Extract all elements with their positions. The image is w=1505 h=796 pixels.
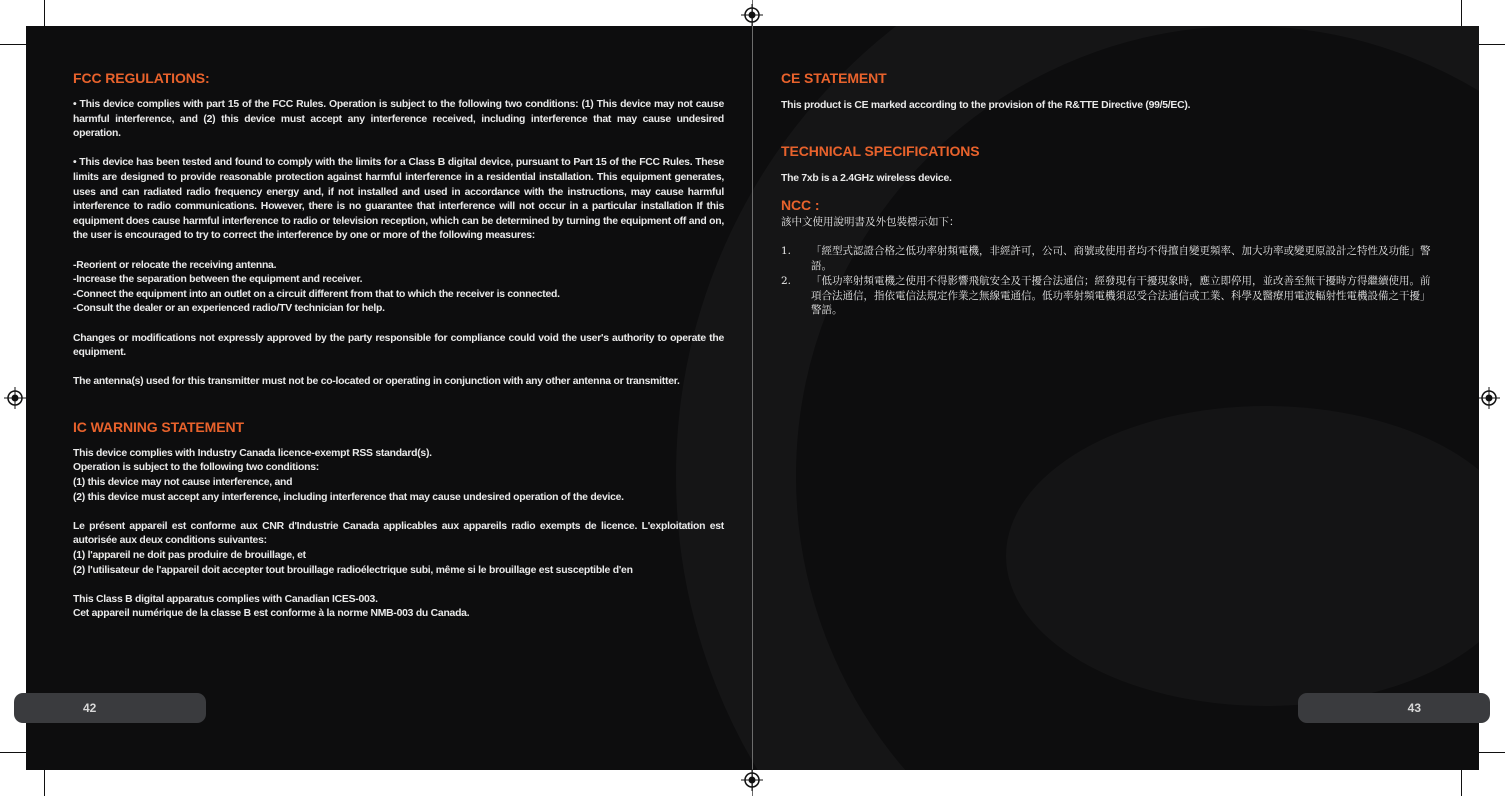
registration-mark-icon bbox=[741, 769, 763, 791]
ncc-intro: 該中文使用說明書及外包裝標示如下： bbox=[781, 216, 960, 229]
fcc-heading: FCC REGULATIONS: bbox=[73, 70, 210, 86]
ncc-item-text: 「低功率射頻電機之使用不得影響飛航安全及干擾合法通信；經發現有干擾現象時，應立即停用，並改善至無干擾時方得繼續使用。前項合法通信，指依電信法規定作業之無線電通信。低功率射頻電機須忍受合法通信或工業、科學及醫療用電波輻射性電機設備之干擾」警語。 bbox=[811, 274, 1431, 317]
ce-text: This product is CE marked according to the provision of the R&TTE Directive (99/5/EC). bbox=[781, 100, 1191, 111]
crop-mark bbox=[1461, 770, 1462, 796]
right-page-content bbox=[781, 70, 1435, 318]
ic-french-line: (2) l'utilisateur de l'appareil doit accepter tout brouillage radioélectrique subi, même si le brouillage est susceptible d'en bbox=[73, 564, 633, 576]
ncc-item-number: 2. bbox=[781, 274, 792, 287]
ncc-item-text: 「經型式認證合格之低功率射頻電機，非經許可，公司、商號或使用者均不得擅自變更頻率、加大功率或變更原設計之特性及功能」警語。 bbox=[811, 245, 1431, 272]
ic-line: (2) this device must accept any interference, including interference that may cause undesired operation of the device. bbox=[73, 491, 624, 503]
ic-french-line: (1) l'appareil ne doit pas produire de brouillage, et bbox=[73, 550, 306, 562]
ic-line: This device complies with Industry Canada licence-exempt RSS standard(s). bbox=[73, 447, 432, 459]
tech-specs-heading: TECHNICAL SPECIFICATIONS bbox=[781, 142, 980, 159]
crop-mark bbox=[1479, 752, 1505, 753]
page-number: 43 bbox=[1407, 701, 1421, 715]
fcc-paragraph: The antenna(s) used for this transmitter must not be co-located or operating in conjunction with any other antenna or transmitter. bbox=[73, 376, 680, 388]
ce-heading: CE STATEMENT bbox=[781, 70, 887, 86]
fcc-measure: -Connect the equipment into an outlet on a circuit different from that to which the receiver is connected. bbox=[73, 288, 560, 300]
page-number: 42 bbox=[83, 701, 97, 715]
registration-mark-icon bbox=[1478, 387, 1500, 409]
ncc-item-number: 1. bbox=[781, 245, 792, 258]
fcc-measure: -Reorient or relocate the receiving antenna. bbox=[73, 259, 277, 271]
ncc-list-item bbox=[781, 274, 1435, 318]
fcc-measure: -Consult the dealer or an experienced radio/TV technician for help. bbox=[73, 303, 385, 315]
left-page bbox=[26, 26, 752, 770]
crop-mark bbox=[0, 752, 26, 753]
right-page bbox=[753, 26, 1479, 770]
registration-mark-icon bbox=[4, 387, 26, 409]
ncc-list-item bbox=[781, 244, 1435, 274]
fcc-paragraph: • This device has been tested and found to comply with the limits for a Class B digital device, pursuant to Part 15 of the FCC Rules. These limits are designed to provide reasonable protection against harmful interference in a residential installation. This equipment generates, uses and can radiated radio frequency energy and, if not installed and used in accordance with the instructions, may cause harmful interference to radio communications. However, there is no guarantee that interference will not occur in a particular installation If this equipment does cause harmful interference to radio or television reception, which can be determined by turning the equipment off and on, the user is encouraged to try to correct the interference by one or more of the following measures: bbox=[73, 157, 724, 242]
crop-mark bbox=[1461, 0, 1462, 26]
ncc-heading: NCC : bbox=[781, 197, 820, 214]
ic-heading: IC WARNING STATEMENT bbox=[73, 418, 244, 435]
crop-mark bbox=[1479, 44, 1505, 45]
ices-line: This Class B digital apparatus complies with Canadian ICES-003. bbox=[73, 593, 378, 605]
fcc-paragraph: Changes or modifications not expressly approved by the party responsible for compliance could void the user's authority to operate the equipment. bbox=[73, 332, 724, 359]
crop-mark bbox=[44, 0, 45, 26]
fcc-paragraph: • This device complies with part 15 of the FCC Rules. Operation is subject to the following two conditions: (1) This device may not cause harmful interference, and (2) this device must accept any interference received, including interference that may cause undesired operation. bbox=[73, 99, 724, 140]
left-page-content bbox=[73, 70, 724, 622]
fcc-measure: -Increase the separation between the equipment and receiver. bbox=[73, 274, 363, 286]
registration-mark-icon bbox=[741, 4, 763, 26]
crop-mark bbox=[44, 770, 45, 796]
page-number-tab bbox=[1298, 693, 1490, 723]
ic-french-paragraph: Le présent appareil est conforme aux CNR d'Industrie Canada applicables aux appareils radio exempts de licence. L'exploitation est autorisée aux deux conditions suivantes: bbox=[73, 520, 724, 547]
ices-line: Cet appareil numérique de la classe B est conforme à la norme NMB-003 du Canada. bbox=[73, 608, 470, 620]
ic-line: (1) this device may not cause interference, and bbox=[73, 477, 293, 489]
page-number-tab bbox=[14, 693, 206, 723]
crop-mark bbox=[0, 44, 26, 45]
tech-specs-text: The 7xb is a 2.4GHz wireless device. bbox=[781, 172, 952, 184]
ncc-list bbox=[781, 244, 1435, 318]
ic-line: Operation is subject to the following two conditions: bbox=[73, 462, 319, 474]
